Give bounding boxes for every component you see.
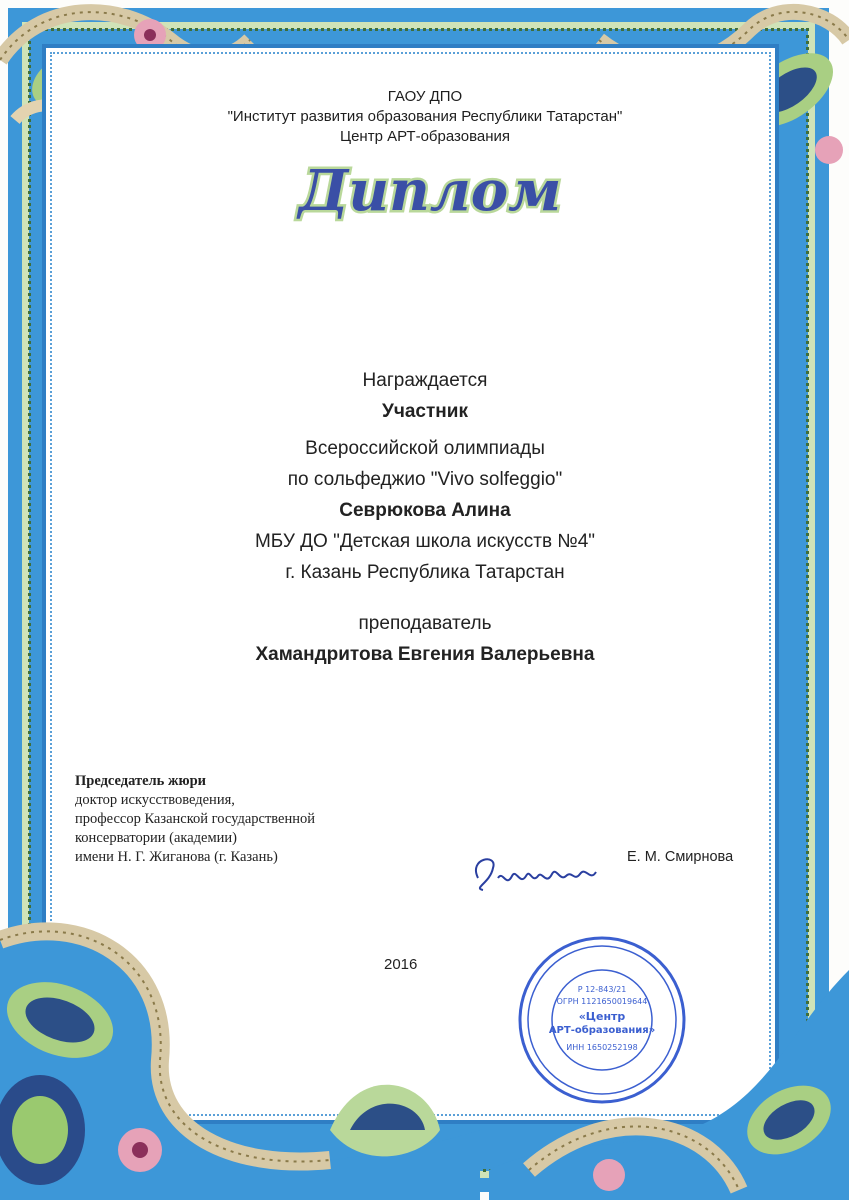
school-name: МБУ ДО "Детская школа искусств №4": [254, 531, 596, 552]
issuer-line-3: Центр АРТ-образования: [339, 128, 511, 145]
jury-chair-title: Председатель жюри: [75, 773, 206, 789]
jury-line-1: доктор искусствоведения,: [75, 792, 235, 808]
event-line-2: по сольфеджио "Vivo solfeggio": [287, 469, 563, 490]
diploma-title-text: Диплом: [298, 158, 562, 224]
event-line-1: Всероссийской олимпиады: [305, 438, 545, 459]
issuer-header: [160, 87, 690, 147]
city-name: г. Казань Республика Татарстан: [285, 562, 565, 583]
awarded-label: Награждается: [362, 370, 488, 391]
jury-chair-block: [75, 772, 395, 867]
stamp-ogrn: ОГРН 1121650019644: [556, 997, 648, 1006]
student-name: Севрюкова Алина: [339, 500, 511, 521]
jury-line-3: консерватории (академии): [75, 830, 237, 846]
award-text-block: [150, 365, 700, 670]
diploma-title: [240, 150, 620, 230]
issuer-line-2: "Институт развития образования Республики Татарстан": [227, 108, 623, 125]
bottom-left-paisley-ornament: [0, 900, 480, 1200]
stamp-reg: Р 12-843/21: [577, 985, 627, 994]
jury-line-4: имени Н. Г. Жиганова (г. Казань): [75, 849, 278, 865]
official-stamp: [512, 930, 692, 1110]
signer-name: Е. М. Смирнова: [627, 849, 734, 865]
stamp-center-line-1: «Центр: [578, 1010, 626, 1023]
participant-status: Участник: [382, 401, 468, 422]
stamp-inn: ИНН 1650252198: [566, 1043, 638, 1052]
jury-line-2: профессор Казанской государственной: [75, 811, 316, 827]
teacher-label: преподаватель: [358, 613, 492, 634]
stamp-center-line-2: АРТ-образования»: [548, 1025, 656, 1036]
diploma-year: 2016: [384, 956, 418, 973]
handwritten-signature: [468, 848, 608, 898]
issuer-line-1: ГАОУ ДПО: [387, 88, 463, 105]
teacher-name: Хамандритова Евгения Валерьевна: [255, 644, 595, 665]
